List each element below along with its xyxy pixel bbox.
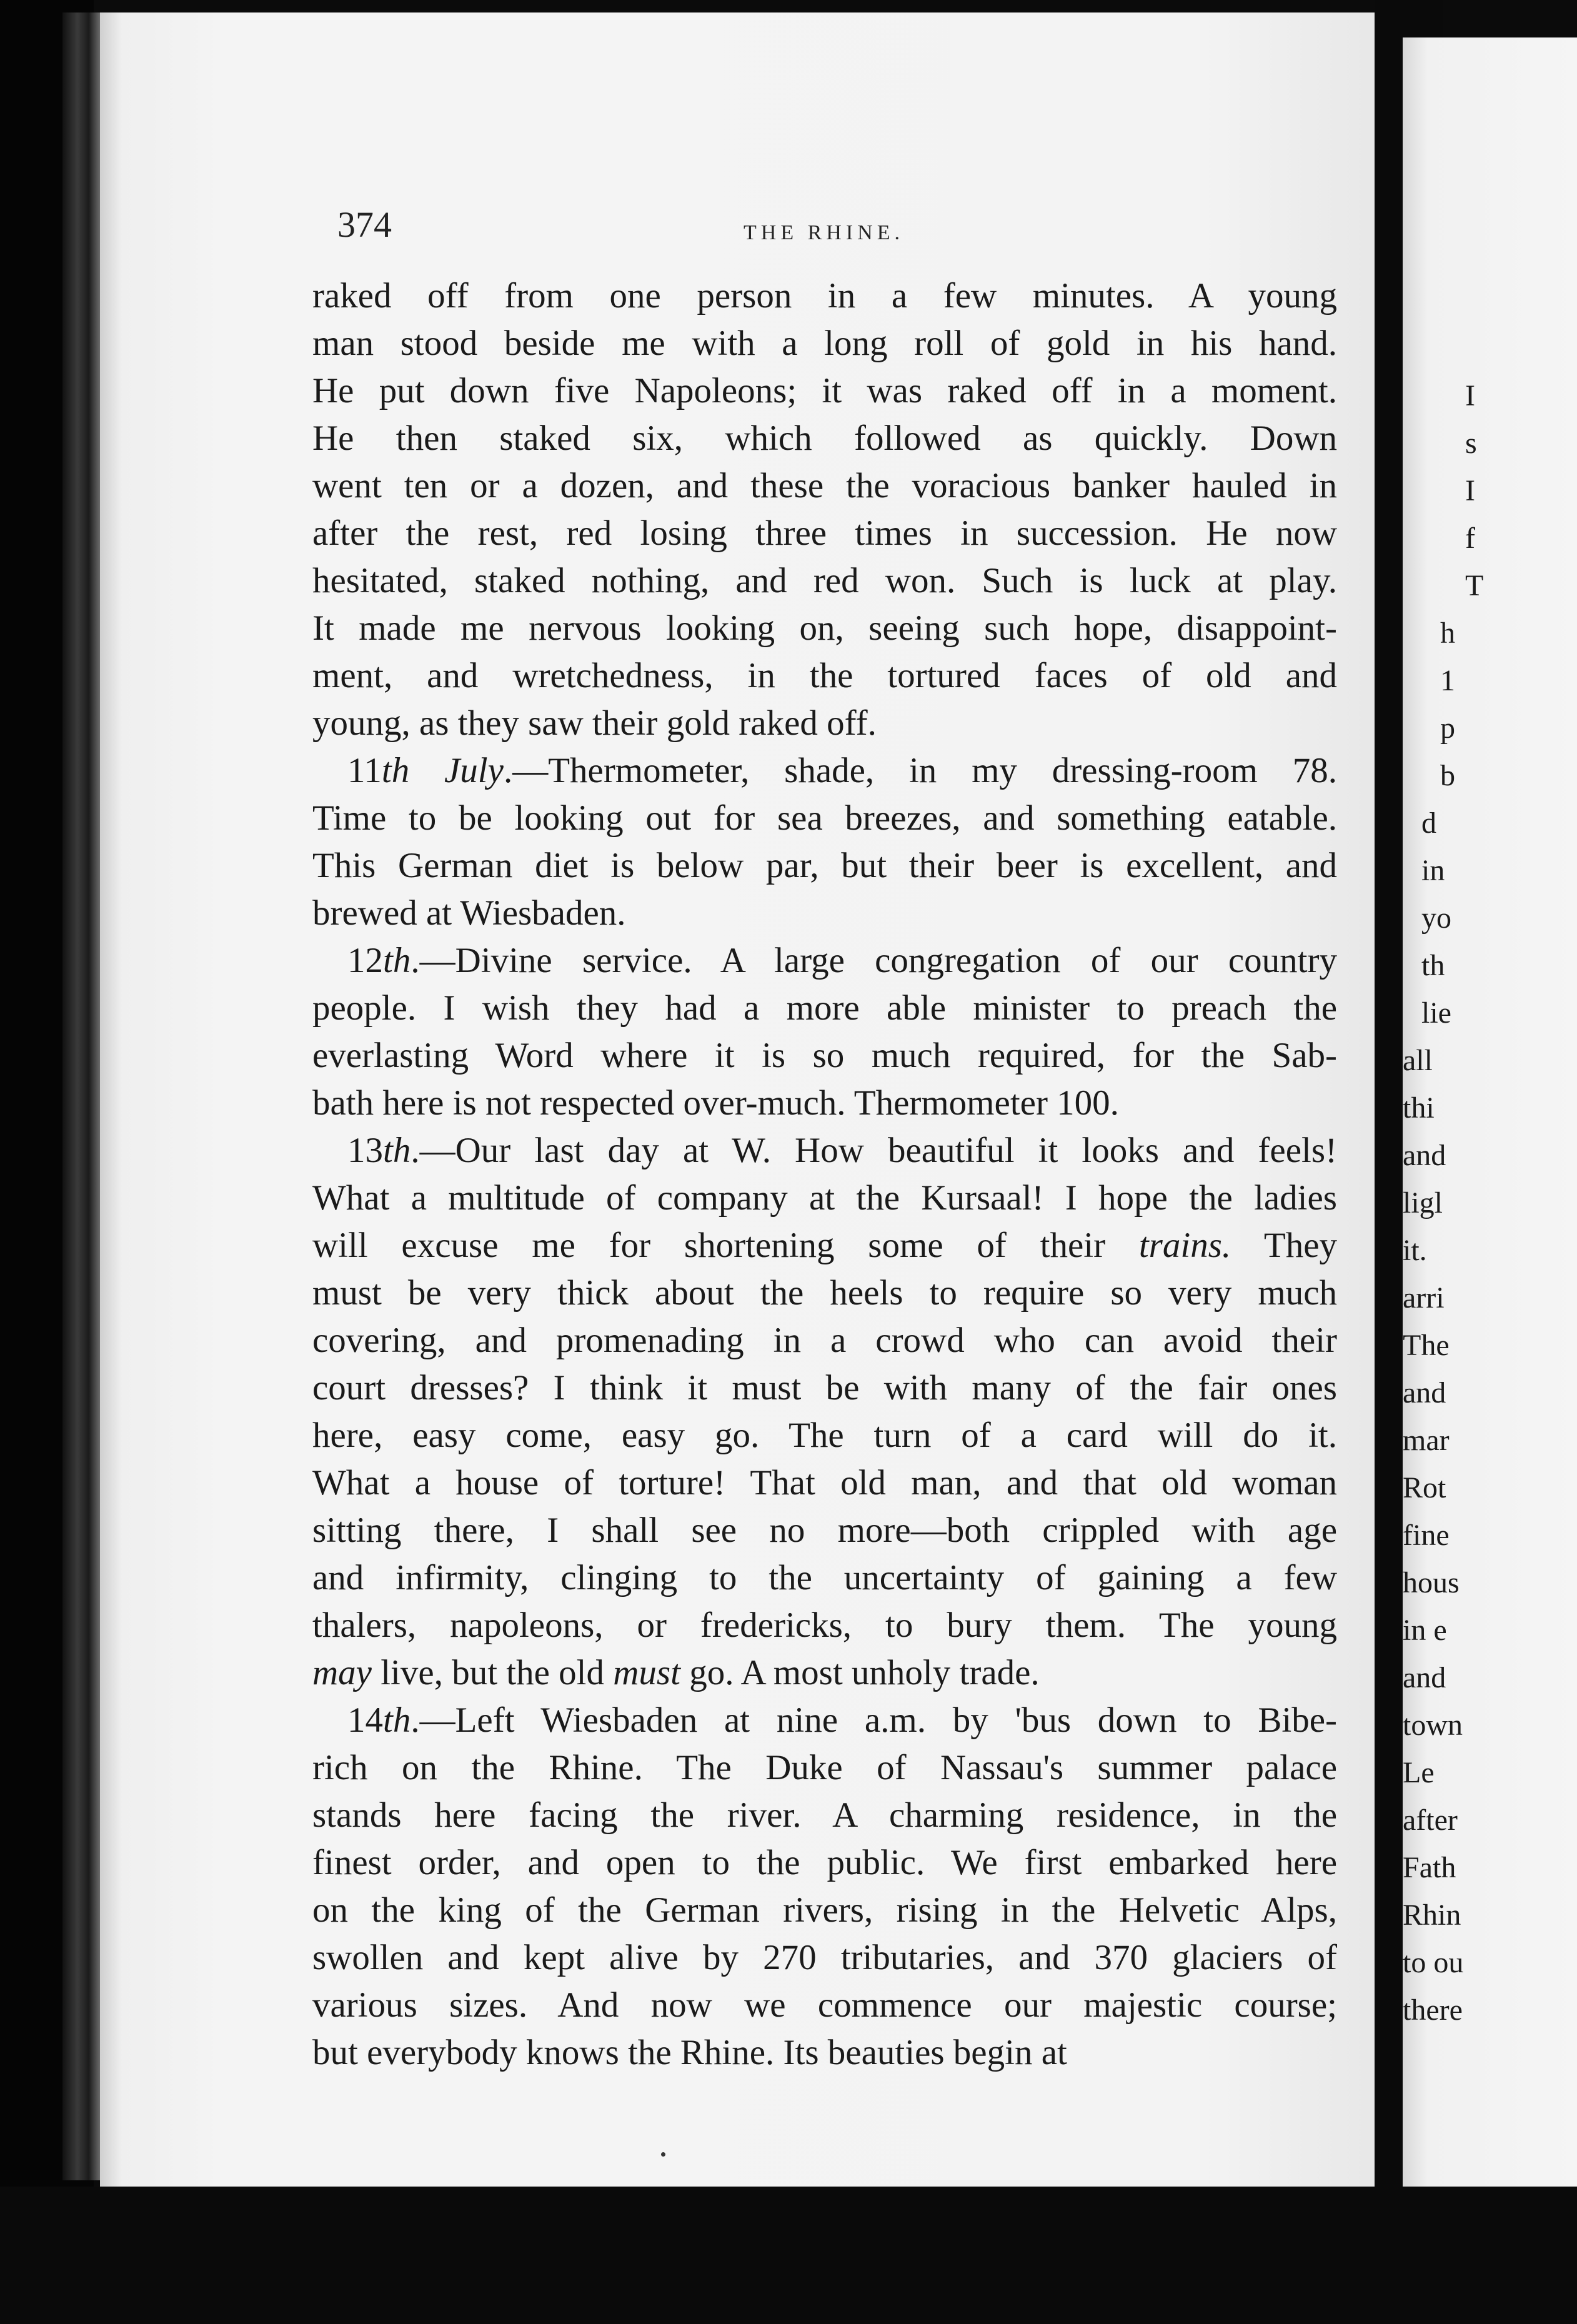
right-page-fragment: thi	[1403, 1091, 1435, 1125]
right-page-fragment: fine	[1403, 1519, 1450, 1552]
book-page-right	[1403, 37, 1577, 2187]
right-page-fragment: T	[1465, 569, 1484, 602]
right-page-fragment: mar	[1403, 1424, 1450, 1457]
right-page-fragment: and	[1403, 1139, 1446, 1172]
text-line: He put down five Napoleons; it was raked off in a moment.	[312, 371, 1337, 410]
page-number: 374	[337, 204, 392, 245]
text-line: rich on the Rhine. The Duke of Nassau's summer palace	[312, 1748, 1337, 1787]
text-line: after the rest, red losing three times in succession. He now	[312, 514, 1337, 553]
text-line: 12th.—Divine service. A large congregation of our country	[347, 941, 1337, 980]
text-line: went ten or a dozen, and these the voracious banker hauled in	[312, 466, 1337, 505]
text-line: It made me nervous looking on, seeing such hope, disappoint-	[312, 608, 1337, 648]
text-line: on the king of the German rivers, rising in the Helvetic Alps,	[312, 1890, 1337, 1930]
page-speck	[661, 2152, 665, 2157]
text-line: court dresses? I think it must be with many of the fair ones	[312, 1368, 1337, 1408]
text-line: people. I wish they had a more able minister to preach the	[312, 988, 1337, 1028]
text-line: young, as they saw their gold raked off.	[312, 703, 877, 743]
text-line: various sizes. And now we commence our majestic course;	[312, 1985, 1337, 2025]
right-page-fragment: Le	[1403, 1756, 1435, 1789]
right-page-fragment: The	[1403, 1329, 1450, 1362]
right-page-fragment: th	[1421, 949, 1445, 982]
right-page-fragment: ligl	[1403, 1186, 1443, 1219]
right-page-fragment: there	[1403, 1994, 1463, 2027]
text-line: must be very thick about the heels to require so very much	[312, 1273, 1337, 1313]
running-head	[337, 204, 1237, 254]
text-line: bath here is not respected over-much. Thermometer 100.	[312, 1083, 1119, 1123]
text-line: What a house of torture! That old man, and that old woman	[312, 1463, 1337, 1502]
text-line: 13th.—Our last day at W. How beautiful it looks and feels!	[347, 1131, 1337, 1170]
right-page-fragment: arri	[1403, 1281, 1445, 1314]
text-line: brewed at Wiesbaden.	[312, 893, 626, 933]
right-page-fragment: d	[1421, 807, 1436, 840]
text-line: ment, and wretchedness, in the tortured faces of old and	[312, 656, 1337, 695]
text-line: everlasting Word where it is so much required, for the Sab-	[312, 1036, 1337, 1075]
right-page-fragment: s	[1465, 427, 1477, 460]
text-line: may live, but the old must go. A most unholy trade.	[312, 1653, 1040, 1692]
text-line: swollen and kept alive by 270 tributaries, and 370 glaciers of	[312, 1938, 1337, 1977]
right-page-fragment: in e	[1403, 1614, 1447, 1647]
right-page-fragment: I	[1465, 474, 1475, 507]
text-line: hesitated, staked nothing, and red won. Such is luck at play.	[312, 561, 1337, 600]
running-head-title: THE RHINE.	[744, 221, 904, 244]
text-line: sitting there, I shall see no more—both crippled with age	[312, 1511, 1337, 1550]
right-page-fragment: 1	[1440, 664, 1455, 697]
right-page-fragment: to ou	[1403, 1946, 1464, 1979]
scan-bottom-margin	[0, 2187, 1577, 2324]
right-page-fragment: after	[1403, 1804, 1458, 1837]
text-line: thalers, napoleons, or fredericks, to bury them. The young	[312, 1606, 1337, 1645]
text-line: finest order, and open to the public. We first embarked here	[312, 1843, 1337, 1882]
right-page-fragment: town	[1403, 1709, 1463, 1742]
right-page-fragment: in	[1421, 854, 1445, 887]
text-line: here, easy come, easy go. The turn of a card will do it.	[312, 1416, 1337, 1455]
text-line: What a multitude of company at the Kursaal! I hope the ladies	[312, 1178, 1337, 1218]
right-page-fragment: b	[1440, 759, 1455, 792]
text-line: 11th July.—Thermometer, shade, in my dressing-room 78.	[347, 751, 1337, 790]
right-page-fragment: lie	[1421, 996, 1451, 1030]
right-page-fragment: all	[1403, 1044, 1433, 1077]
right-page-fragment: it.	[1403, 1234, 1427, 1267]
text-line: man stood beside me with a long roll of gold in his hand.	[312, 324, 1337, 363]
text-line: This German diet is below par, but their beer is excellent, and	[312, 846, 1337, 885]
text-line: covering, and promenading in a crowd who can avoid their	[312, 1321, 1337, 1360]
text-line: raked off from one person in a few minutes. A young	[312, 276, 1337, 315]
text-line: but everybody knows the Rhine. Its beauties begin at	[312, 2033, 1067, 2072]
right-page-fragment: Rot	[1403, 1471, 1446, 1504]
right-page-fragment: yo	[1421, 901, 1451, 935]
right-page-fragment: and	[1403, 1661, 1446, 1694]
text-line: 14th.—Left Wiesbaden at nine a.m. by 'bus down to Bibe-	[347, 1701, 1337, 1740]
right-page-fragment: f	[1465, 522, 1475, 555]
text-line: and infirmity, clinging to the uncertainty of gaining a few	[312, 1558, 1337, 1597]
right-page-fragment: Fath	[1403, 1851, 1456, 1884]
right-page-fragment: Rhin	[1403, 1899, 1461, 1932]
text-line: He then staked six, which followed as quickly. Down	[312, 419, 1337, 458]
book-spine-edge	[62, 12, 100, 2180]
right-page-fragment: and	[1403, 1376, 1446, 1409]
text-line: will excuse me for shortening some of their trains. They	[312, 1226, 1337, 1265]
right-page-fragment: p	[1440, 712, 1455, 745]
right-page-fragment: I	[1465, 379, 1475, 412]
right-page-fragment: h	[1440, 617, 1455, 650]
right-page-fragment: hous	[1403, 1566, 1460, 1599]
text-line: Time to be looking out for sea breezes, and something eatable.	[312, 798, 1337, 838]
text-line: stands here facing the river. A charming residence, in the	[312, 1795, 1337, 1835]
